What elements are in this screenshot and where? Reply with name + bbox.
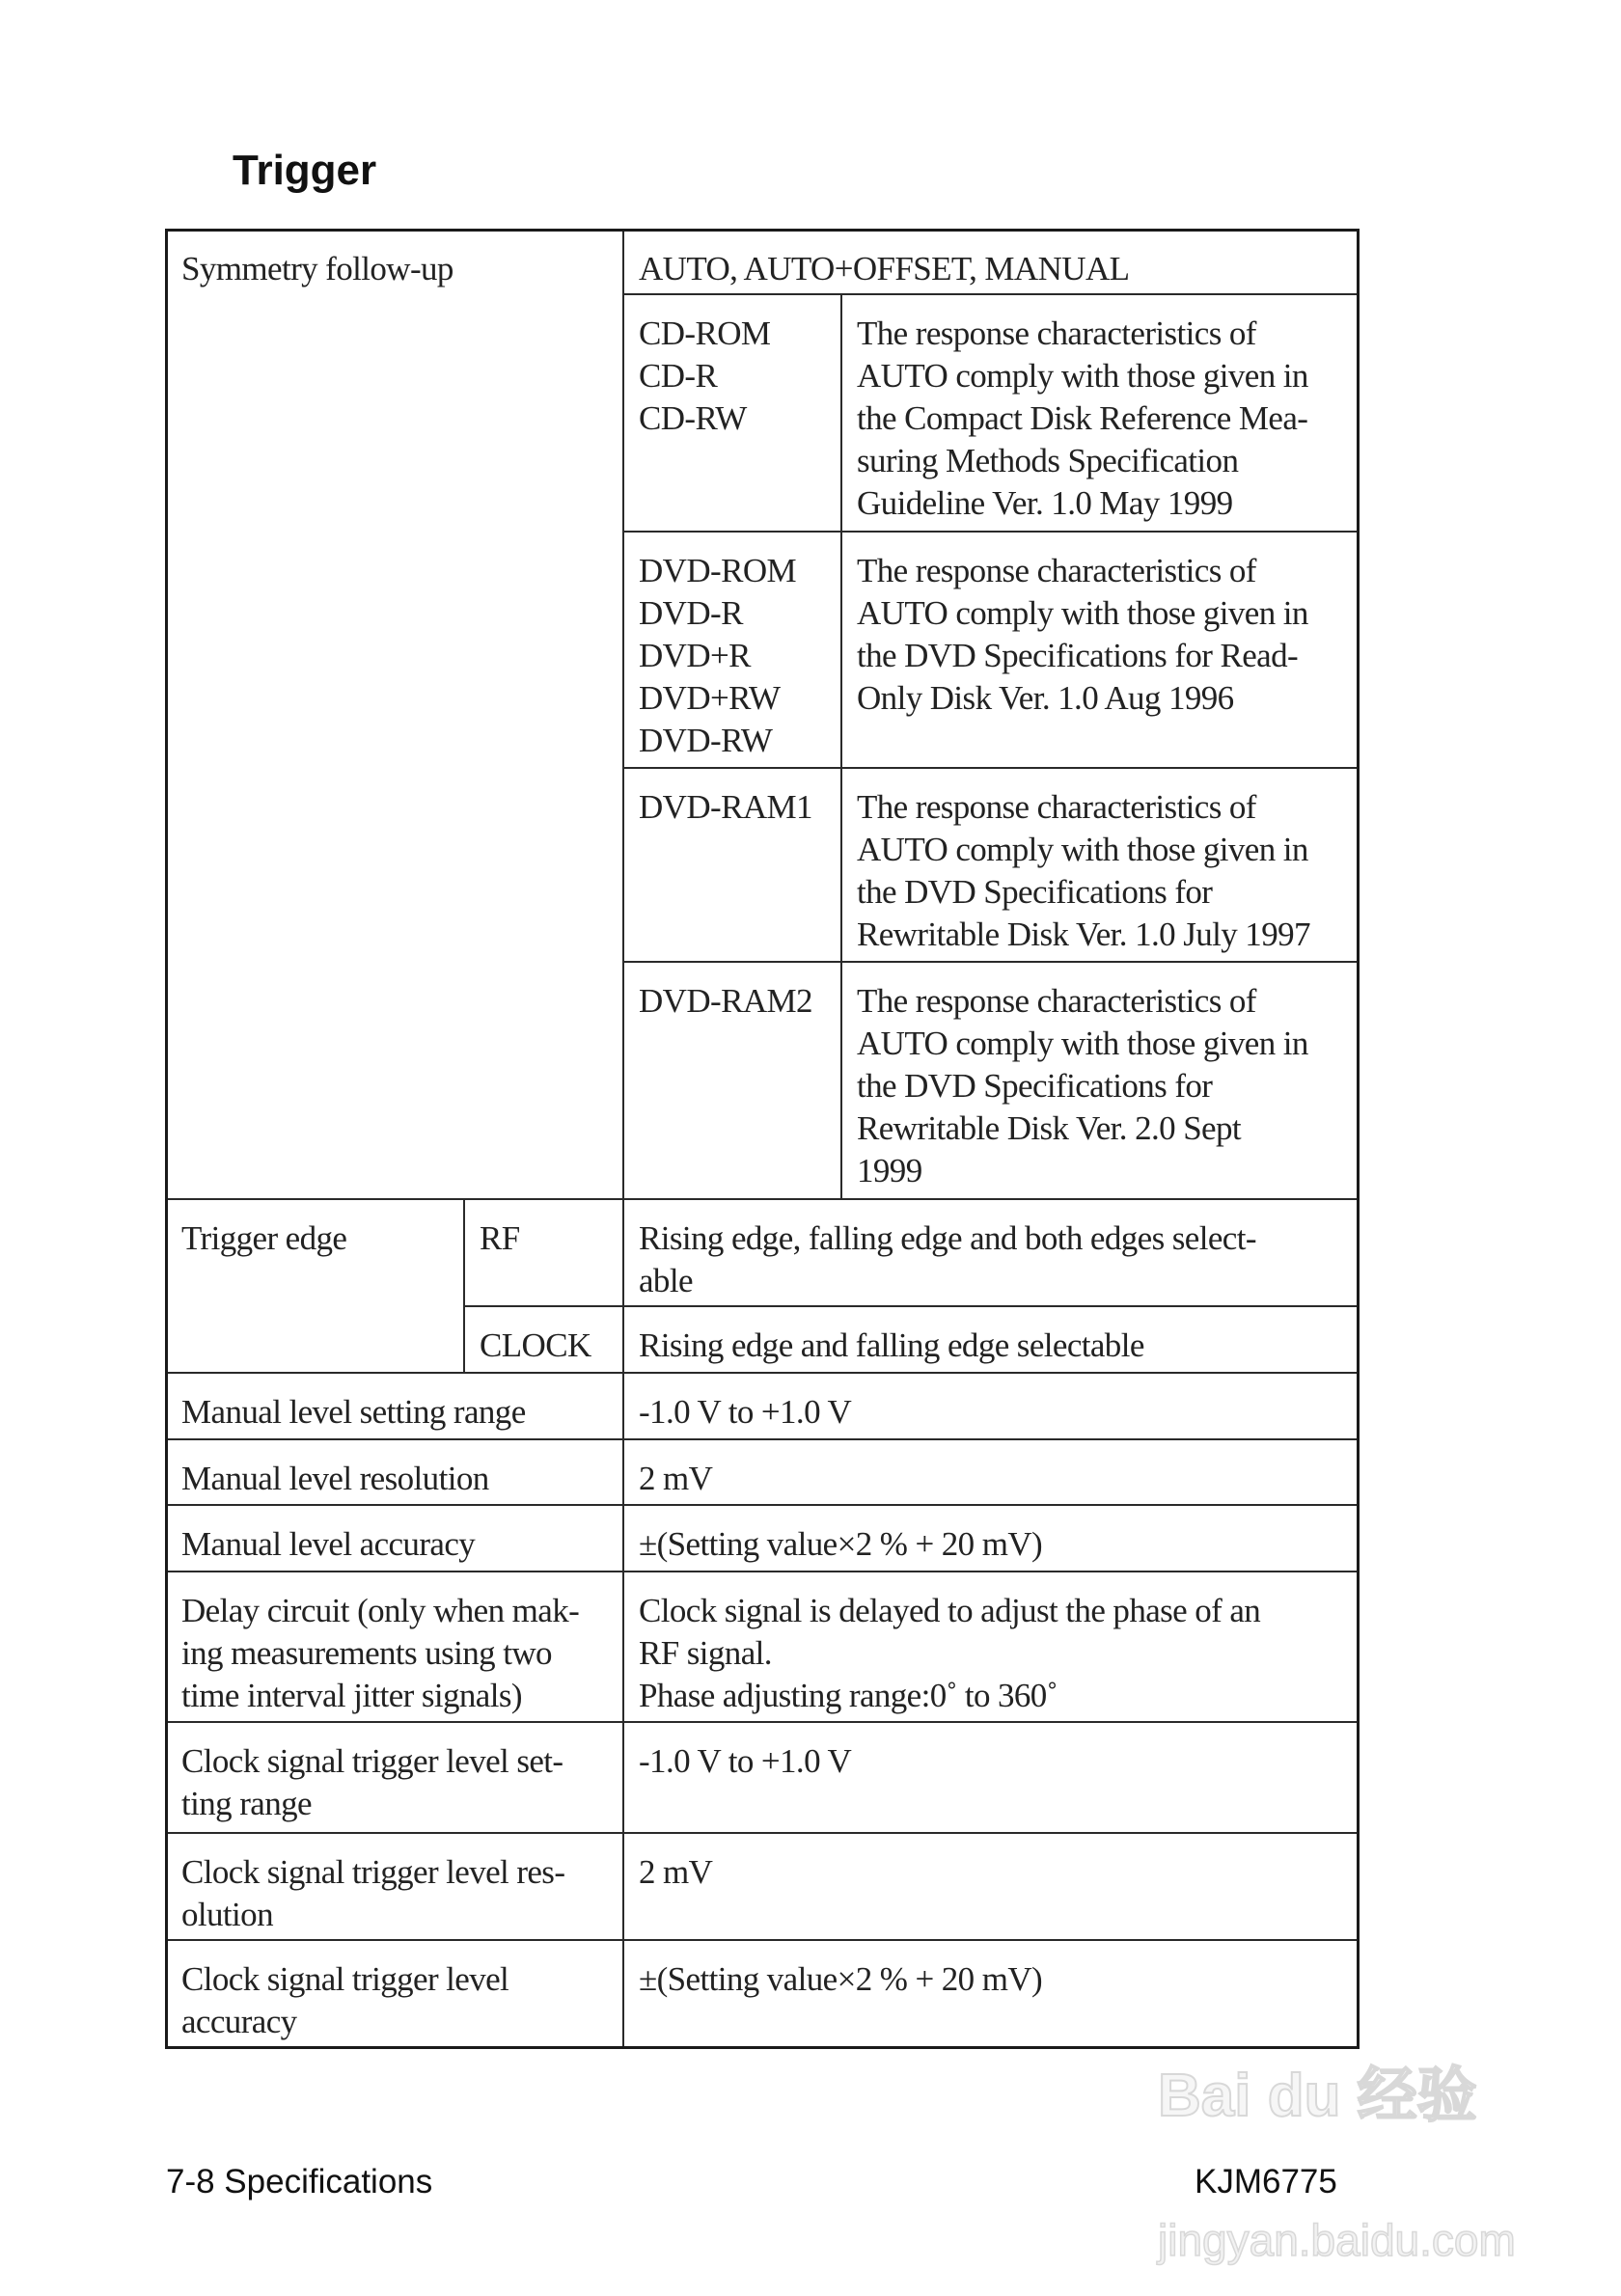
table-cell: Symmetry follow-up xyxy=(166,230,623,1199)
table-cell: Manual level accuracy xyxy=(166,1505,623,1572)
table-cell: Clock signal trigger level accuracy xyxy=(166,1940,623,2048)
table-cell: ±(Setting value×2 % + 20 mV) xyxy=(623,1505,1359,1572)
table-cell: Clock signal trigger level res- olution xyxy=(166,1833,623,1940)
section-heading: Trigger xyxy=(233,147,377,194)
table-cell: -1.0 V to +1.0 V xyxy=(623,1722,1359,1833)
footer-code: KJM6775 xyxy=(1195,2163,1337,2200)
table-cell: DVD-RAM2 xyxy=(623,962,841,1199)
table-cell: The response characteristics of AUTO comply with those given in the Compact Disk Reference Mea- suring Methods Specification Guideline Ver. 1.0 May 1999 xyxy=(841,294,1359,532)
table-cell: 2 mV xyxy=(623,1833,1359,1940)
table-cell: DVD-ROM DVD-R DVD+R DVD+RW DVD-RW xyxy=(623,532,841,768)
table-cell: Rising edge and falling edge selectable xyxy=(623,1306,1359,1373)
table-cell: Delay circuit (only when mak- ing measurements using two time interval jitter signals) xyxy=(166,1572,623,1722)
watermark-logo: Bai du 经验 xyxy=(1158,2063,1477,2129)
table-cell: 2 mV xyxy=(623,1439,1359,1505)
table-cell: ±(Setting value×2 % + 20 mV) xyxy=(623,1940,1359,2048)
table-cell: Manual level setting range xyxy=(166,1373,623,1439)
table-cell: The response characteristics of AUTO comply with those given in the DVD Specifications for Rewritable Disk Ver. 2.0 Sept 1999 xyxy=(841,962,1359,1199)
table-cell: DVD-RAM1 xyxy=(623,768,841,962)
table-cell: Manual level resolution xyxy=(166,1439,623,1505)
watermark-url: jingyan.baidu.com xyxy=(1158,2215,1516,2265)
table-cell: CD-ROM CD-R CD-RW xyxy=(623,294,841,532)
table-cell: RF xyxy=(464,1199,623,1306)
table-cell: Clock signal is delayed to adjust the phase of an RF signal. Phase adjusting range:0˚ to 360˚ xyxy=(623,1572,1359,1722)
table-cell: Clock signal trigger level set- ting range xyxy=(166,1722,623,1833)
table-cell: CLOCK xyxy=(464,1306,623,1373)
footer-section: 7-8 Specifications xyxy=(166,2163,433,2200)
table-cell: The response characteristics of AUTO comply with those given in the DVD Specifications for Rewritable Disk Ver. 1.0 July 1997 xyxy=(841,768,1359,962)
table-cell: Trigger edge xyxy=(166,1199,464,1373)
table-cell: Rising edge, falling edge and both edges select- able xyxy=(623,1199,1359,1306)
table-cell: AUTO, AUTO+OFFSET, MANUAL xyxy=(623,230,1359,294)
table-cell: The response characteristics of AUTO comply with those given in the DVD Specifications for Read- Only Disk Ver. 1.0 Aug 1996 xyxy=(841,532,1359,768)
table-cell: -1.0 V to +1.0 V xyxy=(623,1373,1359,1439)
